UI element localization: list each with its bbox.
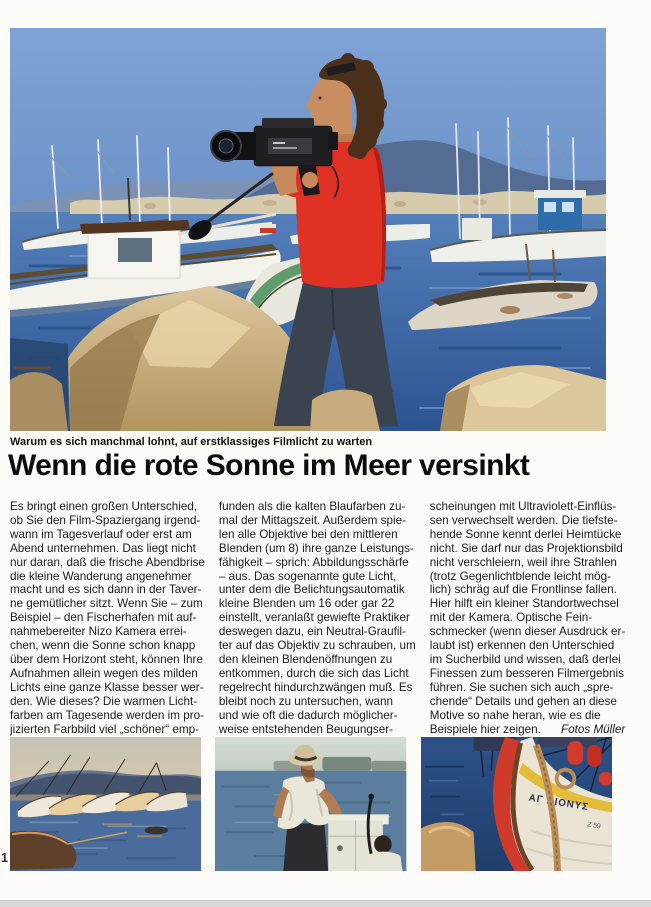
text-line: ob Sie den Film-Spaziergang irgend- <box>10 513 201 527</box>
text-line: jizierten Farbbild viel „schöner“ emp- <box>10 722 200 736</box>
text-line: unter dem die Belichtungsautomatik <box>218 583 405 597</box>
text-line: kleine Blenden um 16 oder gar 22 <box>218 597 395 611</box>
text-line: ne gemütlicher sitzt. Wenn Sie – zum <box>10 597 203 611</box>
text-line: über dem Horizont steht, können Ihre <box>10 652 203 666</box>
main-photo-illustration <box>10 28 606 431</box>
text-line: Aufnahmen allein wegen des milden <box>10 666 198 680</box>
stone-dock <box>421 822 476 871</box>
text-column-2 <box>219 500 416 736</box>
text-line: sen verwechselt werden. Die tiefste- <box>429 513 618 527</box>
text-line: mit der Kamera. Optische Fein- <box>429 611 593 625</box>
text-line: funden als die kalten Blaufarben zu- <box>218 500 406 513</box>
text-line: Beispiel – den Fischerhafen mit auf- <box>10 611 197 625</box>
main-photo <box>10 28 606 431</box>
text-line: chende“ Details und gehen an diese <box>429 694 617 708</box>
text-line: nicht verschleiern, weil ihre Strahlen <box>429 555 617 569</box>
text-line: Hier hilft ein kleiner Standortwechsel <box>429 597 619 611</box>
text-line: bleibt noch zu untersuchen, wann <box>218 694 394 708</box>
text-line: lich) schräg auf die Frontlinse fallen. <box>429 583 617 597</box>
text-line: führen. Sie suchen sich auch „spre- <box>429 680 614 694</box>
photo-man-on-boat <box>215 737 406 871</box>
text-line: Lichts eine ganze Klasse besser wer- <box>10 680 204 694</box>
text-line: macht und es sich dann in der Taver- <box>10 583 202 597</box>
text-line: (trotz Gegenlichtblende leicht mög- <box>429 569 612 583</box>
text-line: weise entstehenden Beugungser- <box>218 722 394 736</box>
text-line: chen, wenn die Sonne schon knapp <box>10 639 196 653</box>
text-line: den. Wie dieses? Die warmen Licht- <box>10 694 198 708</box>
text-line: – aus. Das sogenannte gute Licht, <box>218 569 397 583</box>
photo-boat-bow <box>421 737 612 871</box>
text-line: regelrecht hindurchzwängen muß. Es <box>218 680 413 694</box>
text-line: im Sucherbild und wissen, daß derlei <box>429 652 621 666</box>
text-line: entkommen, durch die sich das Licht <box>218 666 409 680</box>
text-line: Blenden (um 8) ihre ganze Leistungs- <box>218 541 414 555</box>
headline: Wenn die rote Sonne im Meer versinkt <box>8 449 530 482</box>
photo-credit: Fotos Müller <box>560 722 626 736</box>
text-line: nahmebereiter Nizo Kamera errei- <box>10 625 187 639</box>
text-line: scheinungen mit Ultraviolett-Einflüs- <box>429 500 617 513</box>
page-bottom-edge <box>0 900 651 907</box>
text-line: Es bringt einen großen Unterschied, <box>10 500 198 513</box>
text-line: den kleinen Blendenöffnungen zu <box>218 652 393 666</box>
kicker-line: Warum es sich manchmal lohnt, auf erstklassiges Filmlicht zu warten <box>10 436 373 448</box>
rock-at-feet <box>310 390 380 431</box>
bottom-photo-row <box>10 737 612 871</box>
closing-line <box>430 723 626 737</box>
text-line: deswegen dazu, ein Neutral-Graufil- <box>218 625 407 639</box>
text-line: mal der Mittagszeit. Außerdem spie- <box>218 513 406 527</box>
text-line: wann im Tagesverlauf oder erst am <box>10 527 192 541</box>
text-line: len alle Objektive bei den mittleren <box>218 527 398 541</box>
text-line: schmecker (wenn dieser Ausdruck er- <box>429 625 626 639</box>
article-body <box>10 500 626 736</box>
text-line: einstellt, veranlaßt gewiefte Praktiker <box>218 611 410 625</box>
text-line: ter auf das Objektiv zu schrauben, um <box>218 639 416 653</box>
text-column-1 <box>10 500 205 736</box>
boat-name-text: ΑΓ ΔΙΟΝΥΣ <box>527 792 590 814</box>
text-line: und wie oft die dadurch möglicher- <box>218 708 398 722</box>
text-line: Abend unternehmen. Das liegt nicht <box>10 541 196 555</box>
closing-text: Beispiele hier zeigen. <box>429 722 541 736</box>
boat-registration-text: Z 59 <box>586 821 601 831</box>
text-line: fähigkeit – sprich: Abbildungsschärfe <box>218 555 409 569</box>
text-line: laubt ist) erkennen den Unterschied <box>429 639 615 653</box>
photo-harbor-evening <box>10 737 201 871</box>
text-column-3 <box>430 500 626 736</box>
text-line: farben am Tagesende werden im pro- <box>10 708 205 722</box>
text-line: Finessen zum besseren Filmergebnis <box>429 666 624 680</box>
text-line: nur daran, daß die frische Abendbrise <box>10 555 205 569</box>
page-number: 1 <box>1 851 8 865</box>
text-line: Motive so nahe heran, wie es die <box>429 708 601 722</box>
text-line: nicht. Sie darf nur das Projektionsbild <box>429 541 623 555</box>
text-line: hende Sonne kennt derlei Heimtücke <box>429 527 622 541</box>
text-line: die kleine Wanderung angenehmer <box>10 569 192 583</box>
